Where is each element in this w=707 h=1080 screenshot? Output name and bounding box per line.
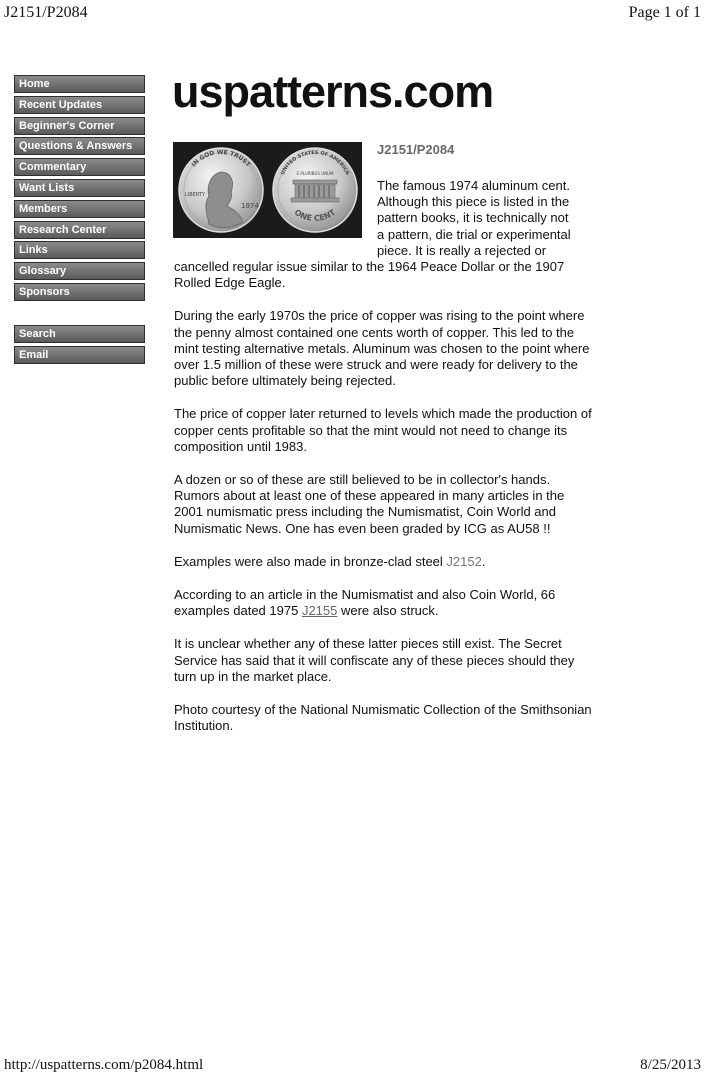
print-header-title: J2151/P2084: [4, 4, 88, 21]
nav-email-button[interactable]: Email: [14, 346, 145, 364]
nav-home-button[interactable]: Home: [14, 75, 145, 93]
intro-line: a pattern, die trial or experimental: [377, 226, 571, 242]
nav-members-button[interactable]: Members: [14, 200, 145, 218]
bronze-clad-text: Examples were also made in bronze-clad steel: [174, 553, 447, 569]
copper-price-paragraph: During the early 1970s the price of copper was rising to the point where the penny almost contained one cents worth of copper. This led to the mint testing alternative metals. Aluminum was chosen to the point where over 1.5 million of these were struck and were ready for delivery to the public before ultimately being rejected.: [174, 308, 590, 389]
dated-1975-tail: were also struck.: [337, 603, 439, 619]
article-body: [174, 178, 594, 751]
nav-glossary-button[interactable]: Glossary: [14, 262, 145, 280]
intro-line: Although this piece is listed in the: [377, 194, 570, 210]
intro-tail: cancelled regular issue similar to the 1964 Peace Dollar or the 1907 Rolled Edge Eagle.: [174, 259, 565, 291]
site-logo[interactable]: uspatterns.com: [172, 66, 494, 117]
j2152-link[interactable]: J2152: [446, 553, 482, 569]
nav-beginners-corner-button[interactable]: Beginner's Corner: [14, 117, 145, 135]
nav-links-button[interactable]: Links: [14, 241, 145, 259]
obverse-year-text: 1974: [241, 202, 259, 210]
nav-questions-answers-button[interactable]: Questions & Answers: [14, 137, 145, 155]
reverse-value-text: ONE CENT: [292, 207, 338, 224]
bronze-clad-paragraph: [174, 554, 594, 570]
print-header-page-count: Page 1 of 1: [628, 4, 701, 21]
dated-1975-paragraph: [174, 587, 594, 619]
nav-sponsors-button[interactable]: Sponsors: [14, 283, 145, 301]
nav-research-center-button[interactable]: Research Center: [14, 221, 145, 239]
intro-line: The famous 1974 aluminum cent.: [377, 178, 570, 193]
print-footer-url: http://uspatterns.com/p2084.html: [4, 1057, 204, 1073]
intro-paragraph: [174, 178, 594, 291]
dated-1975-text: According to an article in the Numismatist and also Coin World, 66 examples dated 1975: [174, 587, 556, 619]
nav-recent-updates-button[interactable]: Recent Updates: [14, 96, 145, 114]
print-footer-date: 8/25/2013: [640, 1057, 701, 1073]
bronze-clad-end: .: [481, 553, 486, 569]
piece-title: J2151/P2084: [377, 142, 455, 157]
reverse-top-text: UNITED STATES OF AMERICA: [279, 149, 351, 176]
photo-credit-paragraph: Photo courtesy of the National Numismatic Collection of the Smithsonian Institution.: [174, 702, 592, 734]
secondary-nav: [14, 325, 145, 367]
intro-line: pattern books, it is technically not: [377, 210, 569, 226]
collector-paragraph: A dozen or so of these are still believed to be in collector's hands. Rumors about at least one of these appeared in many articles in the 2001 numismatic press including the Numismatist, Coin World and Numismatic News. One has even been graded by ICG as AU58 !!: [174, 472, 565, 536]
j2155-link[interactable]: J2155: [301, 603, 338, 619]
secret-service-paragraph: It is unclear whether any of these latter pieces still exist. The Secret Service has said that it will confiscate any of these pieces should they turn up in the market place.: [174, 636, 575, 684]
reverse-motto-text: E PLURIBUS UNUM: [296, 171, 334, 176]
obverse-liberty-text: LIBERTY: [185, 192, 206, 198]
nav-commentary-button[interactable]: Commentary: [14, 158, 145, 176]
nav-want-lists-button[interactable]: Want Lists: [14, 179, 145, 197]
copper-return-paragraph: The price of copper later returned to levels which made the production of copper cents profitable so that the mint would not need to change its composition until 1983.: [174, 406, 592, 454]
intro-line: piece. It is really a rejected or: [377, 242, 547, 258]
main-nav: [14, 75, 145, 304]
nav-search-button[interactable]: Search: [14, 325, 145, 343]
obverse-legend-text: IN GOD WE TRUST: [190, 148, 252, 169]
